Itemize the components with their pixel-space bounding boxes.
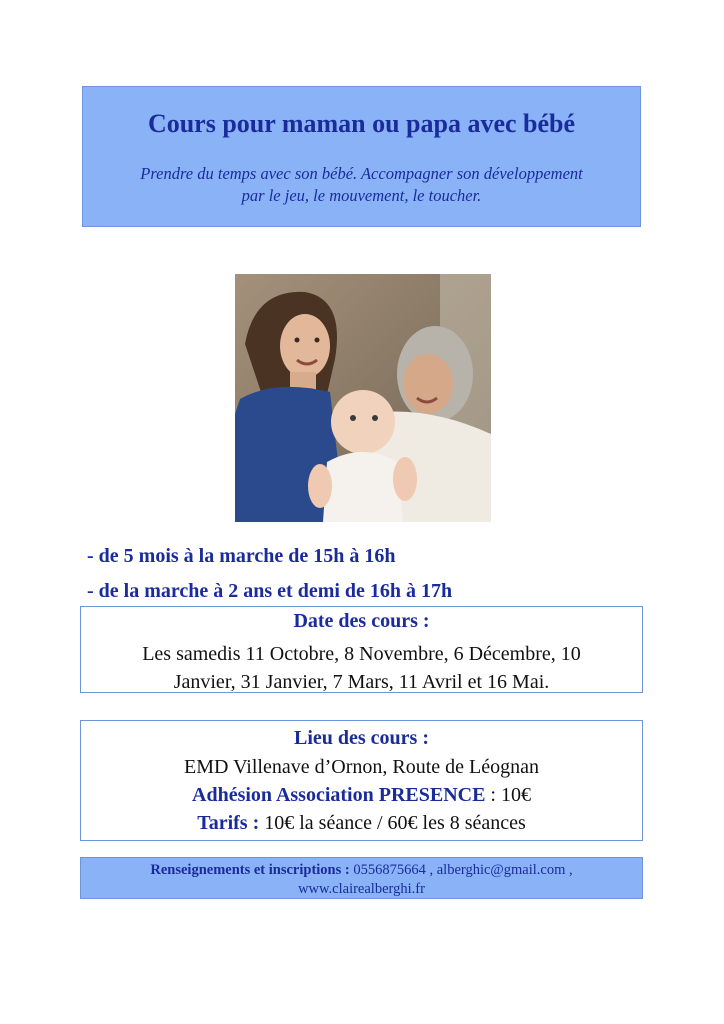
dates-line-2: Janvier, 31 Janvier, 7 Mars, 11 Avril et 16 Mai. (173, 671, 550, 693)
contact-details[interactable]: 0556875664 , alberghic@gmail.com , (349, 862, 573, 878)
dates-box (80, 606, 643, 693)
membership-label: Adhésion Association PRESENCE (192, 784, 486, 806)
subtitle-line-2: par le jeu, le mouvement, le toucher. (241, 186, 482, 205)
dates-text (89, 640, 634, 696)
prices-value: 10€ la séance / 60€ les 8 séances (259, 812, 526, 834)
contact-label: Renseignements et inscriptions : (150, 862, 350, 878)
subtitle (93, 163, 630, 207)
dates-line-1: Les samedis 11 Octobre, 8 Novembre, 6 Décembre, 10 (142, 643, 581, 665)
membership-line (81, 784, 642, 807)
prices-label: Tarifs : (197, 812, 260, 834)
page-title: Cours pour maman ou papa avec bébé (147, 109, 576, 138)
contact-box (80, 857, 643, 899)
place-box (80, 720, 643, 841)
mother-baby-photo (235, 274, 491, 522)
contact-line (81, 861, 642, 880)
header-box (82, 86, 641, 227)
subtitle-line-1: Prendre du temps avec son bébé. Accompagner son développement (140, 164, 583, 183)
membership-value: : 10€ (485, 784, 531, 806)
dates-label: Date des cours : (293, 610, 430, 632)
website-link[interactable]: www.clairealberghi.fr (298, 881, 425, 897)
age-group-1: - de 5 mois à la marche de 15h à 16h (87, 545, 396, 567)
prices-line (81, 812, 642, 835)
place-label: Lieu des cours : (294, 727, 429, 749)
age-group-2: - de la marche à 2 ans et demi de 16h à 17h (87, 580, 453, 602)
place-address: EMD Villenave d’Ornon, Route de Léognan (183, 756, 539, 778)
